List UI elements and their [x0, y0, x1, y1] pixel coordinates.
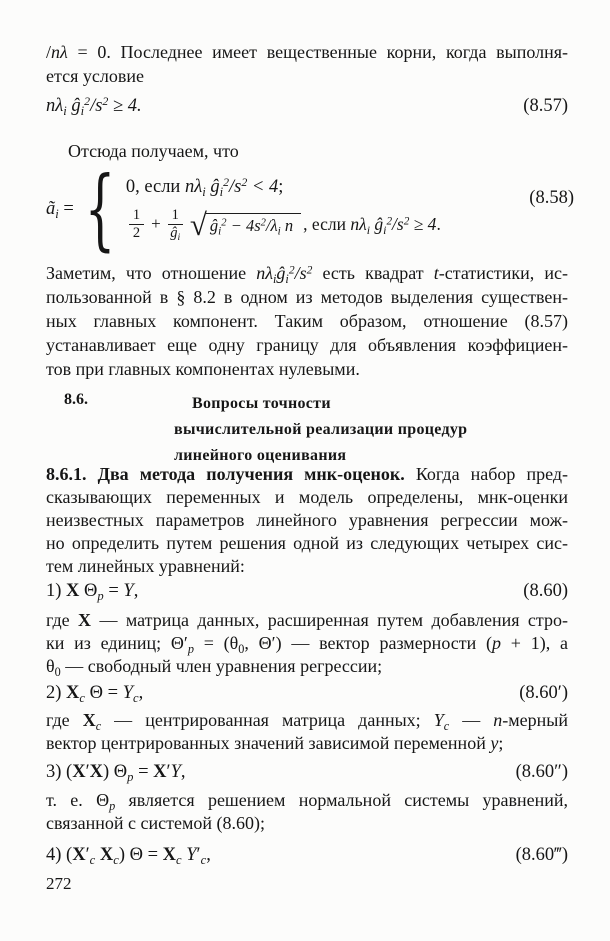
text-line: $\theta_0$ — свободный член уравнения регрессии; — [46, 656, 383, 679]
paragraph-where-x — [46, 609, 568, 678]
equation-number: (8.60″) — [515, 762, 568, 782]
radicand: $ĝ_i^2 - 4s^2/\lambda_i$ n — [206, 213, 301, 236]
paragraph-top — [46, 40, 568, 88]
paragraph-remark — [46, 261, 568, 381]
fraction-numerator: 1 — [168, 207, 183, 225]
heading-line: линейного оценивания — [174, 447, 347, 464]
text-line: сказывающих переменных и модель определены, мнк-оценки — [46, 487, 568, 507]
fraction-denominator: 2 — [132, 224, 141, 241]
text-line: неизвестных параметров линейного уравнения регрессии мож- — [46, 510, 568, 530]
equation-number: (8.57) — [523, 96, 568, 116]
text-line: но определить путем решения одной из следующих четырех сис- — [46, 533, 568, 553]
heading-line: вычислительной реализации процедур — [174, 421, 468, 438]
text-line: тем линейных уравнений: — [46, 556, 245, 576]
equation-860-prime — [46, 683, 568, 704]
square-root — [189, 206, 301, 242]
section-heading — [46, 391, 568, 469]
equation-858 — [46, 157, 574, 260]
page-number: 272 — [46, 874, 72, 893]
text-line: /nλ = 0. Последнее имеет вещественные корни, когда выполня- — [46, 42, 568, 62]
fraction-numerator: 1 — [129, 207, 144, 225]
equation-body: 4) ($X'_c$ $X_c$) $\Theta = X_c$ $Y'_c$, — [46, 845, 211, 868]
section-title — [174, 391, 568, 469]
fraction-denominator: $ĝ_i$ — [170, 224, 181, 243]
cases-block — [125, 174, 441, 243]
text-line: пользованной в § 8.2 в одном из методов выделения существен- — [46, 287, 568, 307]
paragraph-where-xc — [46, 709, 568, 755]
text-line: ных главных компонент. Таким образом, отношение (8.57) — [46, 311, 568, 331]
paragraph-normal-system — [46, 789, 568, 835]
text-line: Заметим, что отношение $n\lambda_iĝ_i^2/s^2$ есть квадрат t-статистики, ис- — [46, 263, 568, 286]
text-line: ется условие — [46, 66, 144, 86]
paragraph-methods — [46, 463, 568, 578]
fraction-inv-g — [168, 207, 183, 241]
equation-number: (8.58) — [529, 188, 574, 208]
case-root — [126, 207, 441, 241]
text-line: устанавливает еще одну границу для объявления коэффициен- — [46, 335, 568, 355]
fraction-half — [129, 207, 144, 241]
equation-860 — [46, 581, 568, 602]
equation-lhs: $ã_i$ = — [46, 198, 74, 221]
plus-sign: + — [151, 214, 161, 233]
paragraph-leadin — [46, 139, 568, 163]
equation-number: (8.60) — [523, 581, 568, 601]
radical-sign: √ — [189, 206, 207, 242]
equation-body: $n\lambda_i$ $ĝ_i^2/s^2 \ge 4$. — [46, 94, 142, 119]
cases-brace: { — [84, 157, 116, 260]
equation-body: 3) (X′X) $\Theta_p = X'Y$, — [46, 762, 186, 785]
text-line: ки из единиц; $\Theta'_p = (\theta_0$, Θ′) — вектор размерности (p + 1), а — [46, 633, 568, 656]
equation-body: 2) $X_c$ $\Theta = Y_c$, — [46, 683, 144, 706]
text-line: где $X_c$ — центрированная матрица данных; $Y_c$ — n-мерный — [46, 710, 569, 733]
text-line: тов при главных компонентах нулевыми. — [46, 359, 360, 379]
text-line: вектор центрированных значений зависимой переменной y; — [46, 733, 504, 753]
equation-857 — [46, 96, 568, 117]
case-zero: 0, если $n\lambda_i$ $ĝ_i^2/s^2 < 4$; — [125, 174, 284, 199]
text-line: где X — матрица данных, расширенная путем добавления стро- — [46, 610, 569, 630]
heading-line: Вопросы точности — [192, 395, 331, 412]
equation-860-triple-prime — [46, 845, 568, 866]
text-line: Отсюда получаем, что — [68, 141, 239, 161]
equation-number: (8.60′) — [519, 683, 568, 703]
case-condition: , если $n\lambda_i$ $ĝ_i^2/s^2 \ge 4$. — [303, 213, 441, 237]
equation-number: (8.60‴) — [515, 845, 568, 865]
text-line: 8.6.1. Два метода получения мнк-оценок. Когда набор пред- — [46, 464, 568, 484]
text-line: т. е. $\Theta_p$ является решением нормальной системы уравнений, — [46, 790, 568, 813]
equation-body: 1) X $\Theta_p = Y$, — [46, 581, 139, 604]
section-number: 8.6. — [64, 391, 88, 408]
text-line: связанной с системой (8.60); — [46, 813, 265, 833]
equation-860-double-prime — [46, 762, 568, 783]
